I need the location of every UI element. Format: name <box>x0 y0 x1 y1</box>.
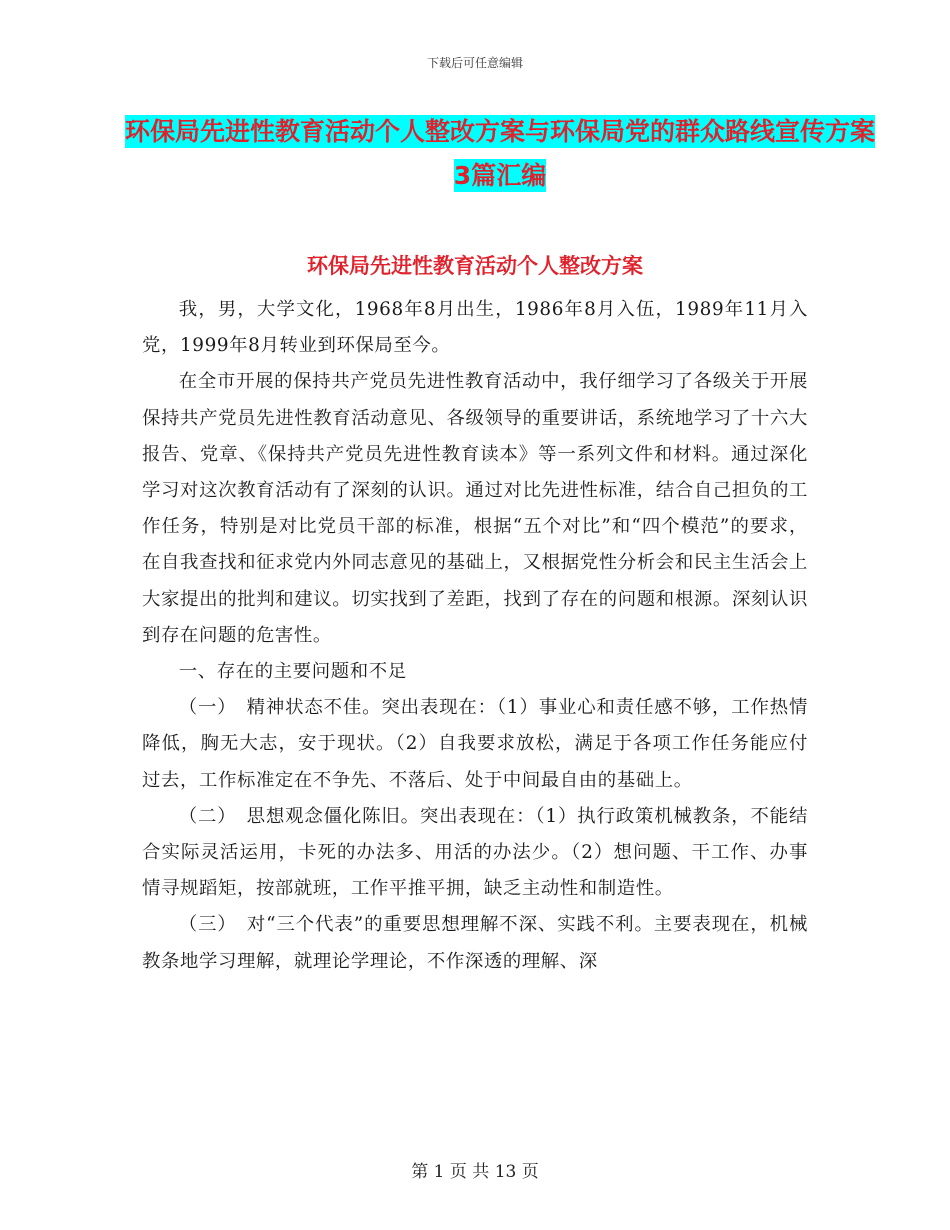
document-title <box>120 110 880 198</box>
heading-problems: 一、存在的主要问题和不足 <box>178 661 407 683</box>
paragraph-study: 在全市开展的保持共产党员先进性教育活动中，我仔细学习了各级关于开展保持共产党员先进性教育活动意见、各级领导的重要讲话，系统地学习了十六大报告、党章、《保持共产党员先进性教育读本》等一系列文件和材料。通过深化学习对这次教育活动有了深刻的认识。通过对比先进性标准，结合自己担负的工作任务，特别是对比党员干部的标准，根据“五个对比”和“四个模范”的要求，在自我查找和征求党内外同志意见的基础上，又根据党性分析会和民主生活会上大家提出的批判和建议。切实找到了差距，找到了存在的问题和根源。深刻认识到存在问题的危害性。 <box>142 371 808 646</box>
document-body <box>142 292 808 980</box>
page-footer: 第 1 页 共 13 页 <box>411 1162 539 1182</box>
paragraph-item-3: （三） 对“三个代表”的重要思想理解不深、实践不利。主要表现在，机械教条地学习理解，就理论学理论，不作深透的理解、深 <box>142 914 808 972</box>
section-title: 环保局先进性教育活动个人整改方案 <box>307 254 643 278</box>
paragraph-intro: 我，男，大学文化，1968年8月出生，1986年8月入伍，1989年11月入党，1999年8月转业到环保局至今。 <box>142 299 808 357</box>
header-note: 下载后可任意编辑 <box>426 56 523 70</box>
paragraph-item-2: （二） 思想观念僵化陈旧。突出表现在：（1）执行政策机械教条，不能结合实际灵活运用，卡死的办法多、用活的办法少。（2）想问题、干工作、办事情寻规蹈矩，按部就班，工作平推平拥，缺乏主动性和制造性。 <box>142 805 808 900</box>
paragraph-item-1: （一） 精神状态不佳。突出表现在：（1）事业心和责任感不够，工作热情降低，胸无大志，安于现状。（2）自我要求放松，满足于各项工作任务能应付过去，工作标准定在不争先、不落后、处于中间最自由的基础上。 <box>142 697 808 791</box>
document-title-text: 环保局先进性教育活动个人整改方案与环保局党的群众路线宣传方案3篇汇编 <box>124 117 875 190</box>
